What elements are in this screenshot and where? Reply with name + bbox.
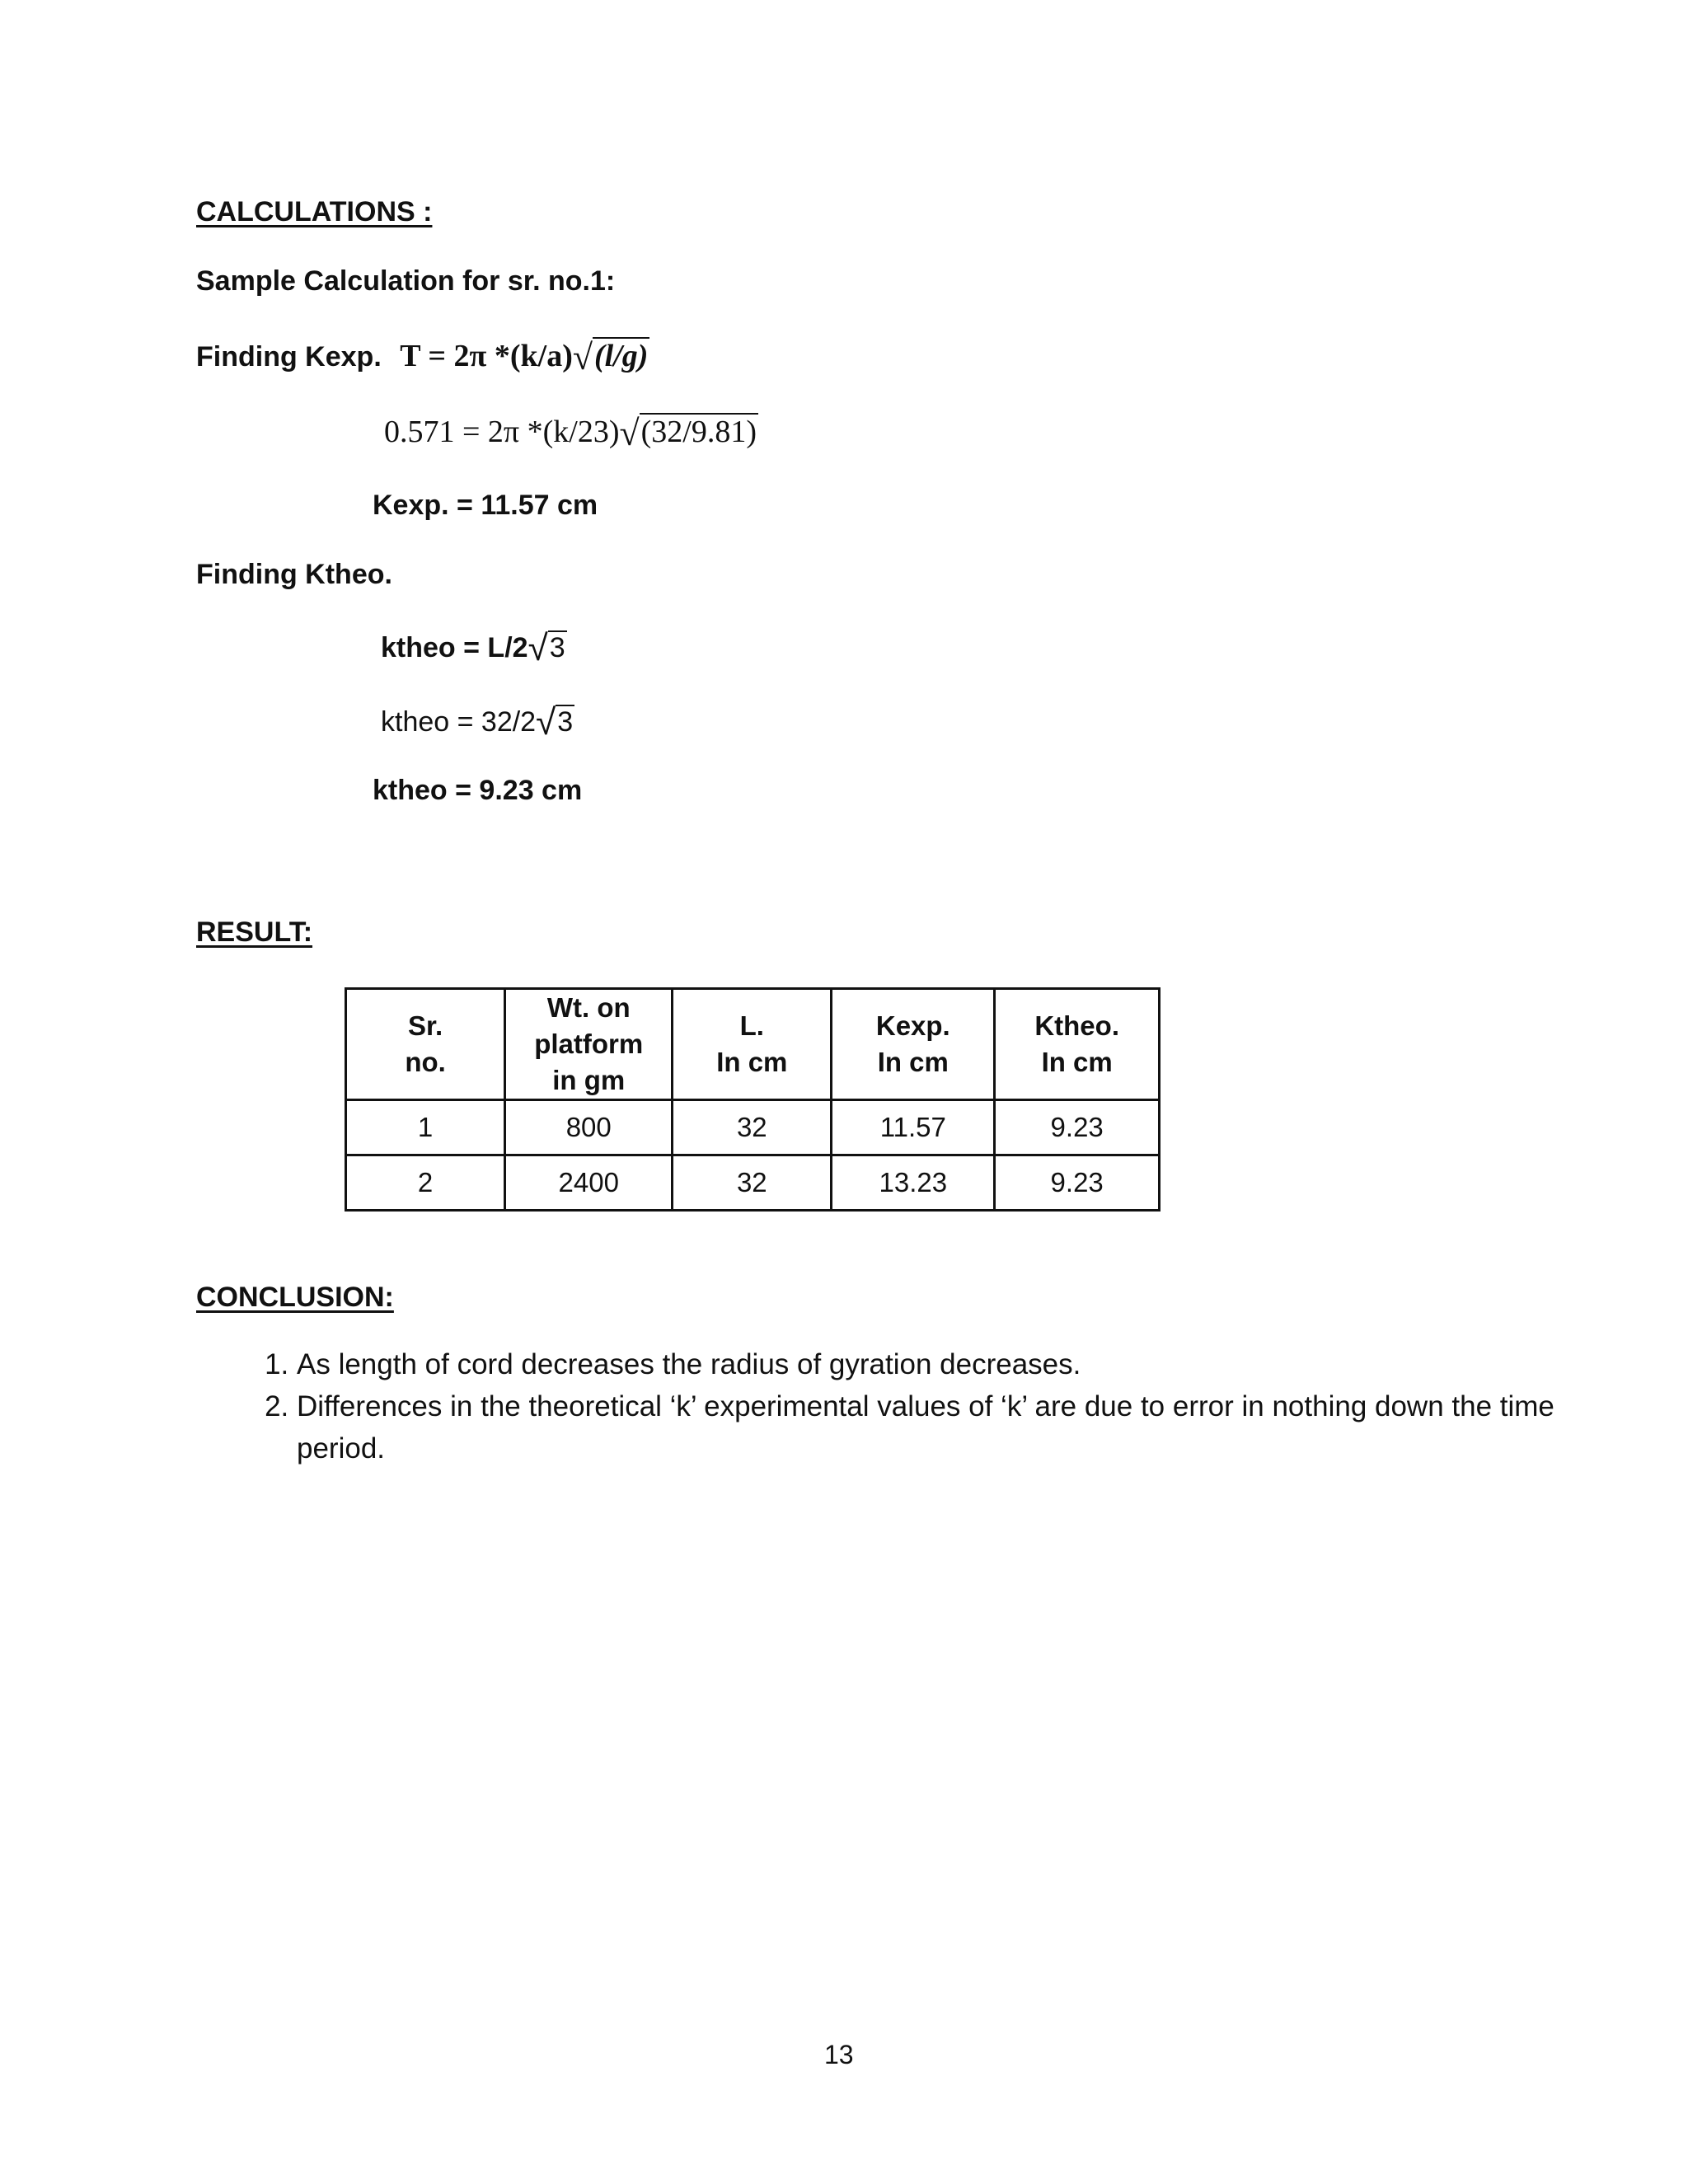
sqrt-icon: √	[528, 628, 548, 668]
sqrt-icon: √	[572, 337, 593, 377]
table-row	[346, 1100, 1160, 1155]
ktheo-formula-line	[381, 628, 567, 669]
header-line: In cm	[716, 1047, 788, 1077]
column-header-kexp	[832, 989, 995, 1100]
calculations-heading: CALCULATIONS :	[196, 196, 433, 227]
sample-calculation-title: Sample Calculation for sr. no.1:	[196, 265, 616, 297]
kexp-sub-root: (32/9.81)	[640, 415, 757, 449]
kexp-sub-lhs: 0.571 = 2π *(k/23)	[384, 415, 620, 449]
table-cell: 2	[346, 1155, 505, 1211]
table-row	[346, 1155, 1160, 1211]
page-number: 13	[824, 2040, 854, 2069]
header-line: Kexp.	[875, 1010, 950, 1041]
ktheo-label: Finding Ktheo.	[196, 559, 392, 590]
table-cell: 9.23	[995, 1100, 1160, 1155]
sqrt-icon: √	[619, 413, 640, 453]
result-heading: RESULT:	[196, 916, 313, 948]
header-line: Wt. on	[546, 992, 631, 1023]
column-header-length	[673, 989, 832, 1100]
header-line: Sr.	[407, 1010, 443, 1041]
table-cell: 32	[673, 1155, 832, 1211]
ktheo-formula-radical	[528, 628, 567, 669]
ktheo-sub-root: 3	[557, 706, 574, 738]
kexp-formula-radical	[573, 336, 650, 378]
ktheo-substitution-line	[381, 702, 574, 743]
list-item: 1. As length of cord decreases the radius of gyration decreases.	[297, 1343, 1615, 1385]
header-line: no.	[405, 1047, 446, 1077]
conclusion-heading: CONCLUSION:	[196, 1282, 394, 1313]
list-item: 2. Differences in the theoretical ‘k’ experimental values of ‘k’ are due to error in nothing down the time period.	[297, 1385, 1615, 1469]
sqrt-icon: √	[536, 702, 556, 743]
table-cell: 800	[505, 1100, 673, 1155]
table-header-row	[346, 989, 1160, 1100]
ktheo-sub-radical	[536, 702, 574, 743]
column-header-sr-no	[346, 989, 505, 1100]
table-cell: 32	[673, 1100, 832, 1155]
kexp-formula-root: (l/g)	[594, 339, 649, 373]
header-line: In cm	[877, 1047, 949, 1077]
header-line: platform	[534, 1029, 644, 1059]
kexp-result: Kexp. = 11.57 cm	[373, 490, 598, 521]
ktheo-formula-lhs: ktheo = L/2	[381, 632, 528, 663]
result-table	[345, 987, 1160, 1212]
table-cell: 11.57	[832, 1100, 995, 1155]
kexp-formula-line	[196, 336, 649, 378]
column-header-weight	[505, 989, 673, 1100]
header-line: In cm	[1041, 1047, 1113, 1077]
ktheo-formula-root: 3	[549, 632, 565, 663]
kexp-formula-lhs: T = 2π *(k/a)	[400, 339, 573, 373]
header-line: L.	[739, 1010, 764, 1041]
kexp-label: Finding Kexp.	[196, 341, 382, 373]
ktheo-result: ktheo = 9.23 cm	[373, 775, 583, 806]
conclusion-list	[198, 1343, 1615, 1469]
column-header-ktheo	[995, 989, 1160, 1100]
table-cell: 2400	[505, 1155, 673, 1211]
ktheo-sub-lhs: ktheo = 32/2	[381, 706, 537, 738]
header-line: in gm	[552, 1065, 626, 1095]
kexp-substitution-line	[384, 412, 758, 454]
table-cell: 13.23	[832, 1155, 995, 1211]
kexp-sub-radical	[619, 412, 758, 454]
header-line: Ktheo.	[1034, 1010, 1119, 1041]
table-cell: 9.23	[995, 1155, 1160, 1211]
table-cell: 1	[346, 1100, 505, 1155]
